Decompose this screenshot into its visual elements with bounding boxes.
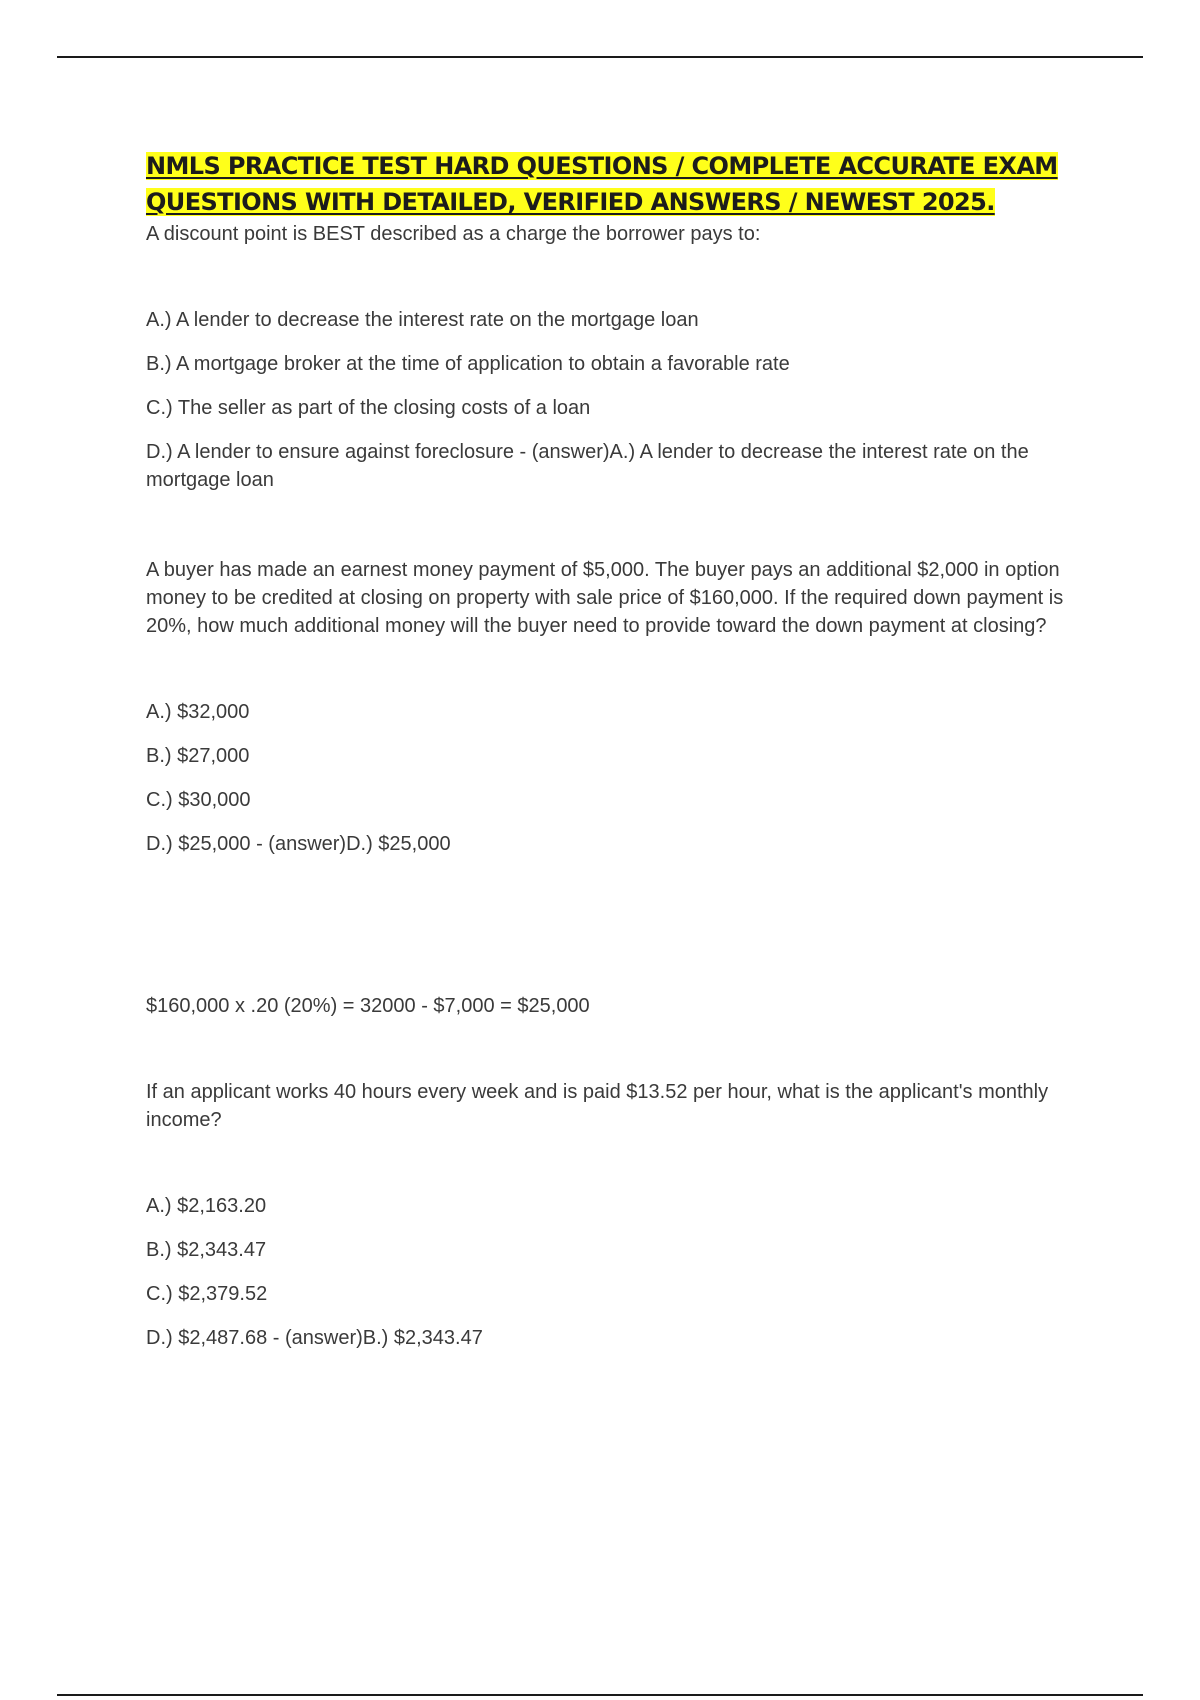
header-rule xyxy=(57,56,1143,58)
question-1-options xyxy=(146,306,1086,494)
question-1-option-d: D.) A lender to ensure against foreclosure - (answer)A.) A lender to decrease the interest rate on the mortgage loan xyxy=(146,441,1029,491)
question-3-option-b: B.) $2,343.47 xyxy=(146,1239,267,1261)
question-2-options xyxy=(146,698,1086,858)
question-3-text: If an applicant works 40 hours every week and is paid $13.52 per hour, what is the applicant's monthly income? xyxy=(146,1081,1049,1131)
question-2-option-b: B.) $27,000 xyxy=(146,745,250,767)
question-3-option-a: A.) $2,163.20 xyxy=(146,1195,267,1217)
question-3-option-c: C.) $2,379.52 xyxy=(146,1283,268,1305)
question-1-text: A discount point is BEST described as a charge the borrower pays to: xyxy=(146,223,761,245)
question-2-option-d: D.) $25,000 - (answer)D.) $25,000 xyxy=(146,833,451,855)
question-1-option-b: B.) A mortgage broker at the time of application to obtain a favorable rate xyxy=(146,353,790,375)
question-1-option-c: C.) The seller as part of the closing costs of a loan xyxy=(146,397,591,419)
document-body xyxy=(146,148,1086,1368)
question-2-text: A buyer has made an earnest money payment of $5,000. The buyer pays an additional $2,000 in option money to be credited at closing on property with sale price of $160,000. If the required down payment is 20%, how much additional money will the buyer need to provide toward the down payment at closing? xyxy=(146,559,1064,637)
footer-rule xyxy=(57,1694,1143,1696)
question-3-options xyxy=(146,1192,1086,1352)
question-2-option-c: C.) $30,000 xyxy=(146,789,251,811)
question-1-option-a: A.) A lender to decrease the interest rate on the mortgage loan xyxy=(146,309,699,331)
document-title xyxy=(146,148,1086,220)
question-2-option-a: A.) $32,000 xyxy=(146,701,250,723)
question-2-calculation: $160,000 x .20 (20%) = 32000 - $7,000 = $25,000 xyxy=(146,995,590,1017)
question-3-option-d: D.) $2,487.68 - (answer)B.) $2,343.47 xyxy=(146,1327,483,1349)
document-title-text: NMLS PRACTICE TEST HARD QUESTIONS / COMPLETE ACCURATE EXAM QUESTIONS WITH DETAILED, VERIFIED ANSWERS / NEWEST 2025. xyxy=(146,152,1058,216)
